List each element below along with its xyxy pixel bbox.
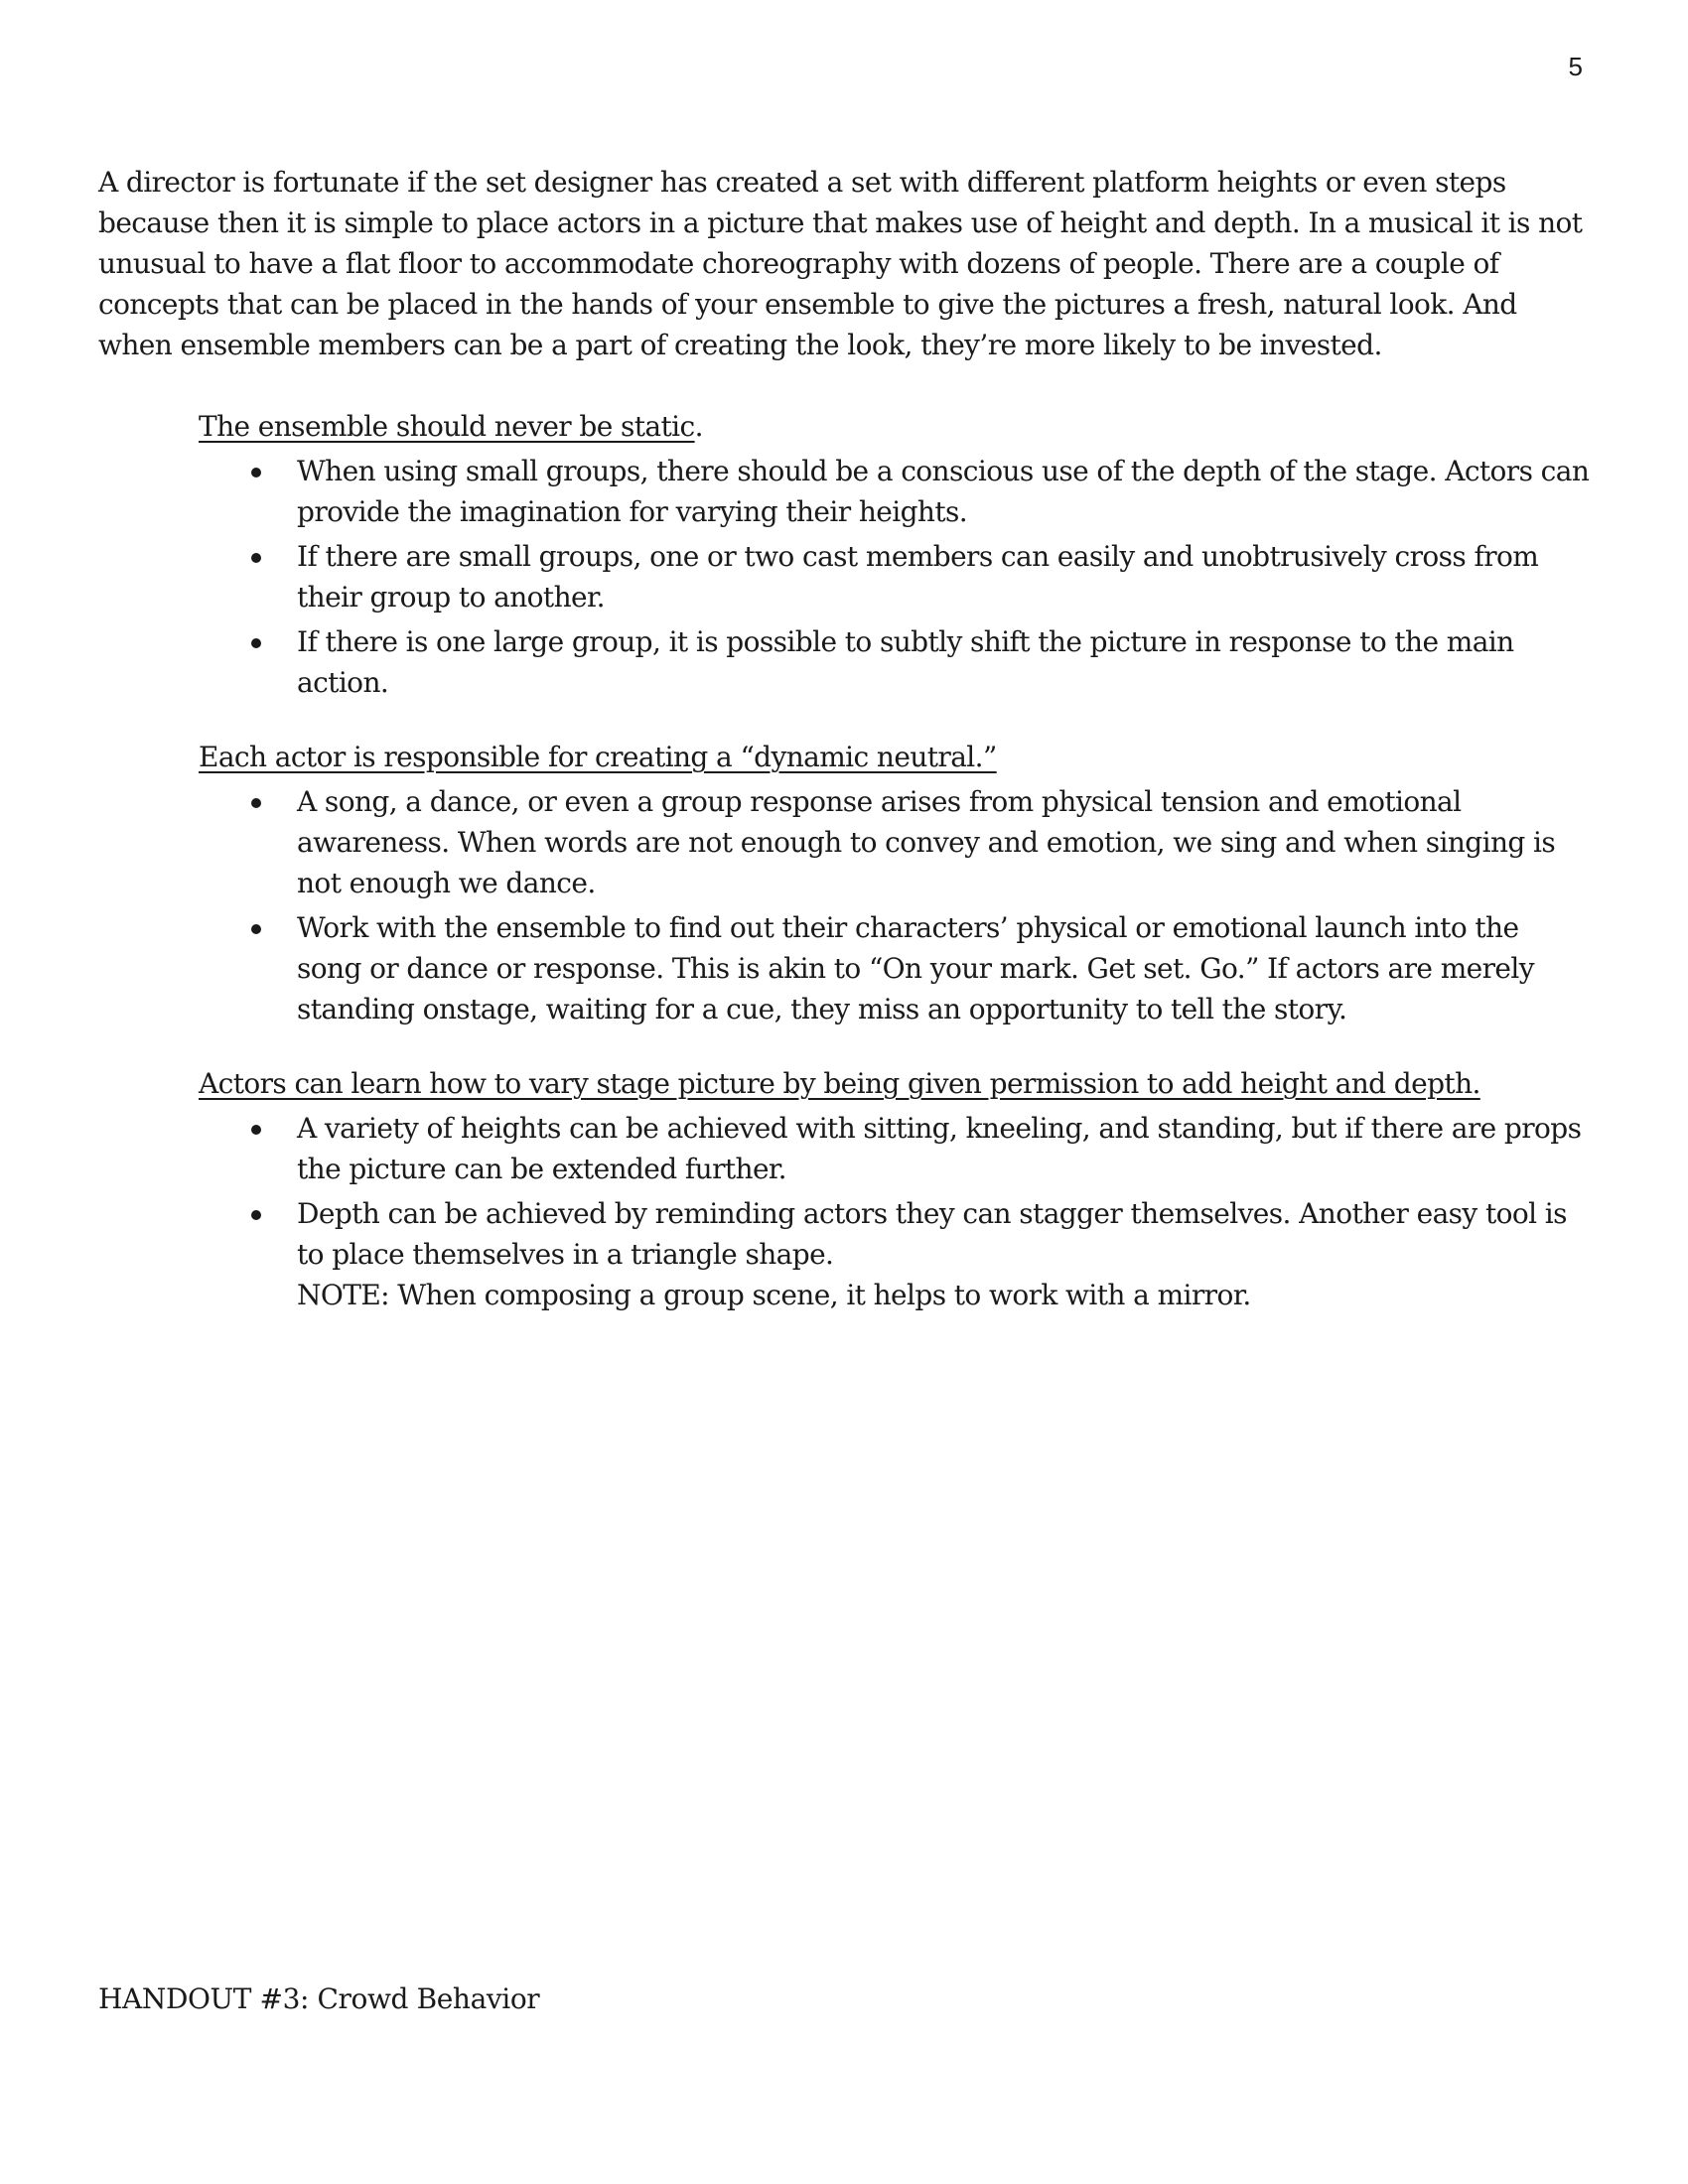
bullet-icon [251, 468, 261, 478]
bullet-icon [251, 638, 261, 648]
section-heading [199, 1063, 1590, 1104]
bullet-icon [251, 924, 261, 934]
list-item [199, 1108, 1590, 1189]
list-item-text: If there are small groups, one or two cast members can easily and unobtrusively cross from their group to another. [297, 540, 1539, 614]
section-ensemble-static [98, 406, 1590, 703]
bullet-icon [251, 1210, 261, 1220]
bullet-list [199, 1108, 1590, 1315]
bullet-list [199, 451, 1590, 703]
intro-paragraph: A director is fortunate if the set designer has created a set with different platform heights or even steps because then it is simple to place actors in a picture that makes use of height and depth. In a musical it is not unusual to have a flat floor to accommodate choreography with dozens of people. There are a couple of concepts that can be placed in the hands of your ensemble to give the pictures a fresh, natural look. And when ensemble members can be a part of creating the look, they’re more likely to be invested. [98, 166, 1583, 361]
section-heading-suffix: . [694, 410, 703, 443]
list-item [199, 451, 1590, 532]
list-item-text: A song, a dance, or even a group response arises from physical tension and emotional awareness. When words are not enough to convey and emotion, we sing and when singing is not enough we dance. [297, 785, 1556, 899]
list-item [199, 1193, 1590, 1315]
list-item [199, 907, 1590, 1029]
bullet-icon [251, 553, 261, 563]
section-heading [199, 737, 1590, 777]
page-number: 5 [1568, 52, 1583, 81]
list-item-text: Work with the ensemble to find out their characters’ physical or emotional launch into the song or dance or response. This is akin to “On your mark. Get set. Go.” If actors are merely standing onstage, waiting for a cue, they miss an opportunity to tell the story. [297, 911, 1534, 1025]
section-height-depth [98, 1063, 1590, 1315]
list-item-text: If there is one large group, it is possible to subtly shift the picture in response to the main action. [297, 625, 1514, 699]
handout-footer: HANDOUT #3: Crowd Behavior [98, 1982, 540, 2015]
bullet-list [199, 781, 1590, 1029]
note-text: NOTE: When composing a group scene, it helps to work with a mirror. [297, 1279, 1251, 1311]
section-heading-text: Actors can learn how to vary stage picture by being given permission to add height and depth. [199, 1067, 1480, 1100]
list-item-text: When using small groups, there should be a conscious use of the depth of the stage. Actors can provide the imagination for varying their heights. [297, 455, 1590, 528]
document-body [98, 162, 1590, 1349]
section-heading-text: Each actor is responsible for creating a “dynamic neutral.” [199, 741, 997, 773]
section-dynamic-neutral [98, 737, 1590, 1029]
list-item [199, 536, 1590, 617]
section-heading [199, 406, 1590, 447]
section-heading-text: The ensemble should never be static [199, 410, 695, 443]
list-item [199, 781, 1590, 903]
bullet-icon [251, 798, 261, 808]
bullet-icon [251, 1125, 261, 1135]
list-item-text: Depth can be achieved by reminding actors they can stagger themselves. Another easy tool is to place themselves in a triangle shape. [297, 1197, 1567, 1271]
list-item [199, 621, 1590, 703]
list-item-text: A variety of heights can be achieved with sitting, kneeling, and standing, but if there are props the picture can be extended further. [297, 1112, 1582, 1185]
